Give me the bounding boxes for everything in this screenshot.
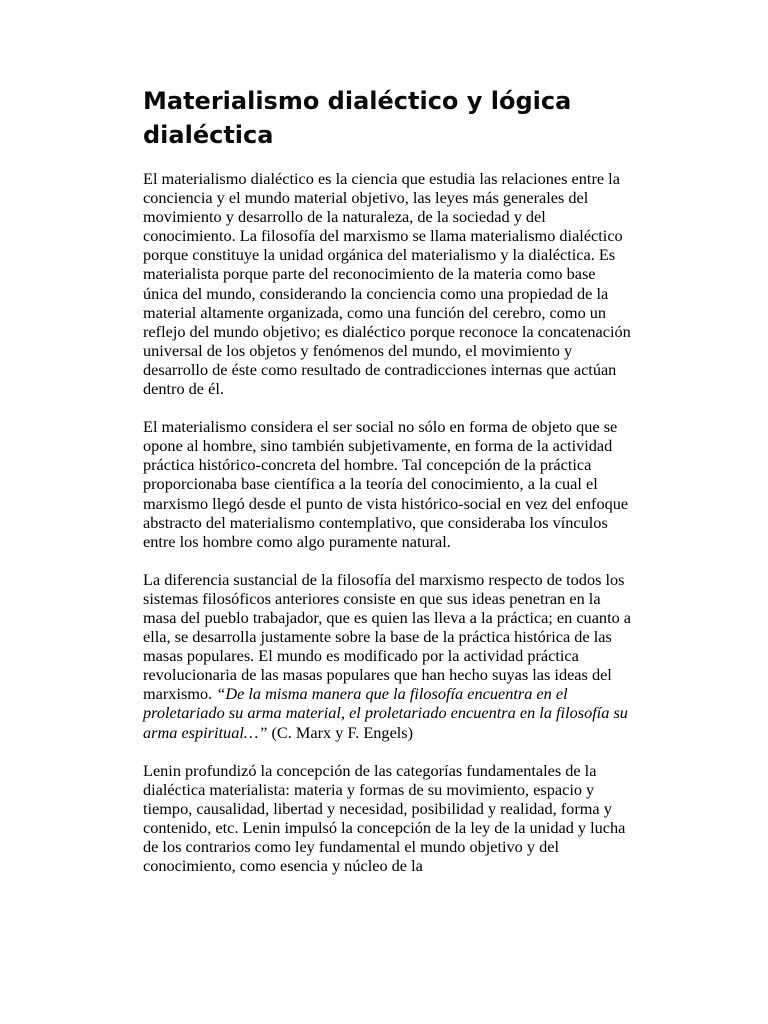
paragraph-4: Lenin profundizó la concepción de las categorías fundamentales de la dialéctica materialista: materia y formas de su movimiento, espacio y tiempo, causalidad, libertad y necesidad, posibilidad y realidad, forma y contenido, etc. Lenin impulsó la concepción de la ley de la unidad y lucha de los contrarios como ley fundamental el mundo objetivo y del conocimiento, como esencia y núcleo de la	[143, 760, 626, 876]
quote-attribution: (C. Marx y F. Engels)	[267, 722, 414, 742]
document-title: Materialismo dialéctico y lógica dialéctica	[143, 87, 572, 149]
paragraph-3-text: La diferencia sustancial de la filosofía del marxismo respecto de todos los sistemas filosóficos anteriores consiste en que sus ideas penetran en la masa del pueblo trabajador, que es quien las lleva a la práctica; en cuanto a ella, se desarrolla justamente sobre la base de la práctica histórica de las masas populares. El mundo es modificado por la actividad práctica revolucionaria de las masas populares que han hecho suyas las ideas del marxismo.	[143, 569, 632, 704]
paragraph-3	[143, 570, 633, 742]
marx-engels-quote: “De la misma manera que la filosofía encuentra en el proletariado su arma material, el proletariado encuentra en la filosofía su arma espiritual…”	[143, 684, 628, 742]
paragraph-2: El materialismo considera el ser social no sólo en forma de objeto que se opone al hombre, sino también subjetivamente, en forma de la actividad práctica histórico-concreta del hombre. Tal concepción de la práctica proporcionaba base científica a la teoría del conocimiento, a la cual el marxismo llegó desde el punto de vista histórico-social en vez del enfoque abstracto del materialismo contemplativo, que consideraba los vínculos entre los hombre como algo puramente natural.	[143, 417, 629, 551]
document-body	[143, 84, 633, 894]
paragraph-1: El materialismo dialéctico es la ciencia que estudia las relaciones entre la conciencia y el mundo material objetivo, las leyes más generales del movimiento y desarrollo de la naturaleza, de la sociedad y del conocimiento. La filosofía del marxismo se llama materialismo dialéctico porque constituye la unidad orgánica del materialismo y la dialéctica. Es materialista porque parte del reconocimiento de la materia como base única del mundo, considerando la conciencia como una propiedad de la material altamente organizada, como una función del cerebro, como un reflejo del mundo objetivo; es dialéctico porque reconoce la concatenación universal de los objetos y fenómenos del mundo, el movimiento y desarrollo de éste como resultado de contradicciones internas que actúan dentro de él.	[143, 169, 631, 399]
